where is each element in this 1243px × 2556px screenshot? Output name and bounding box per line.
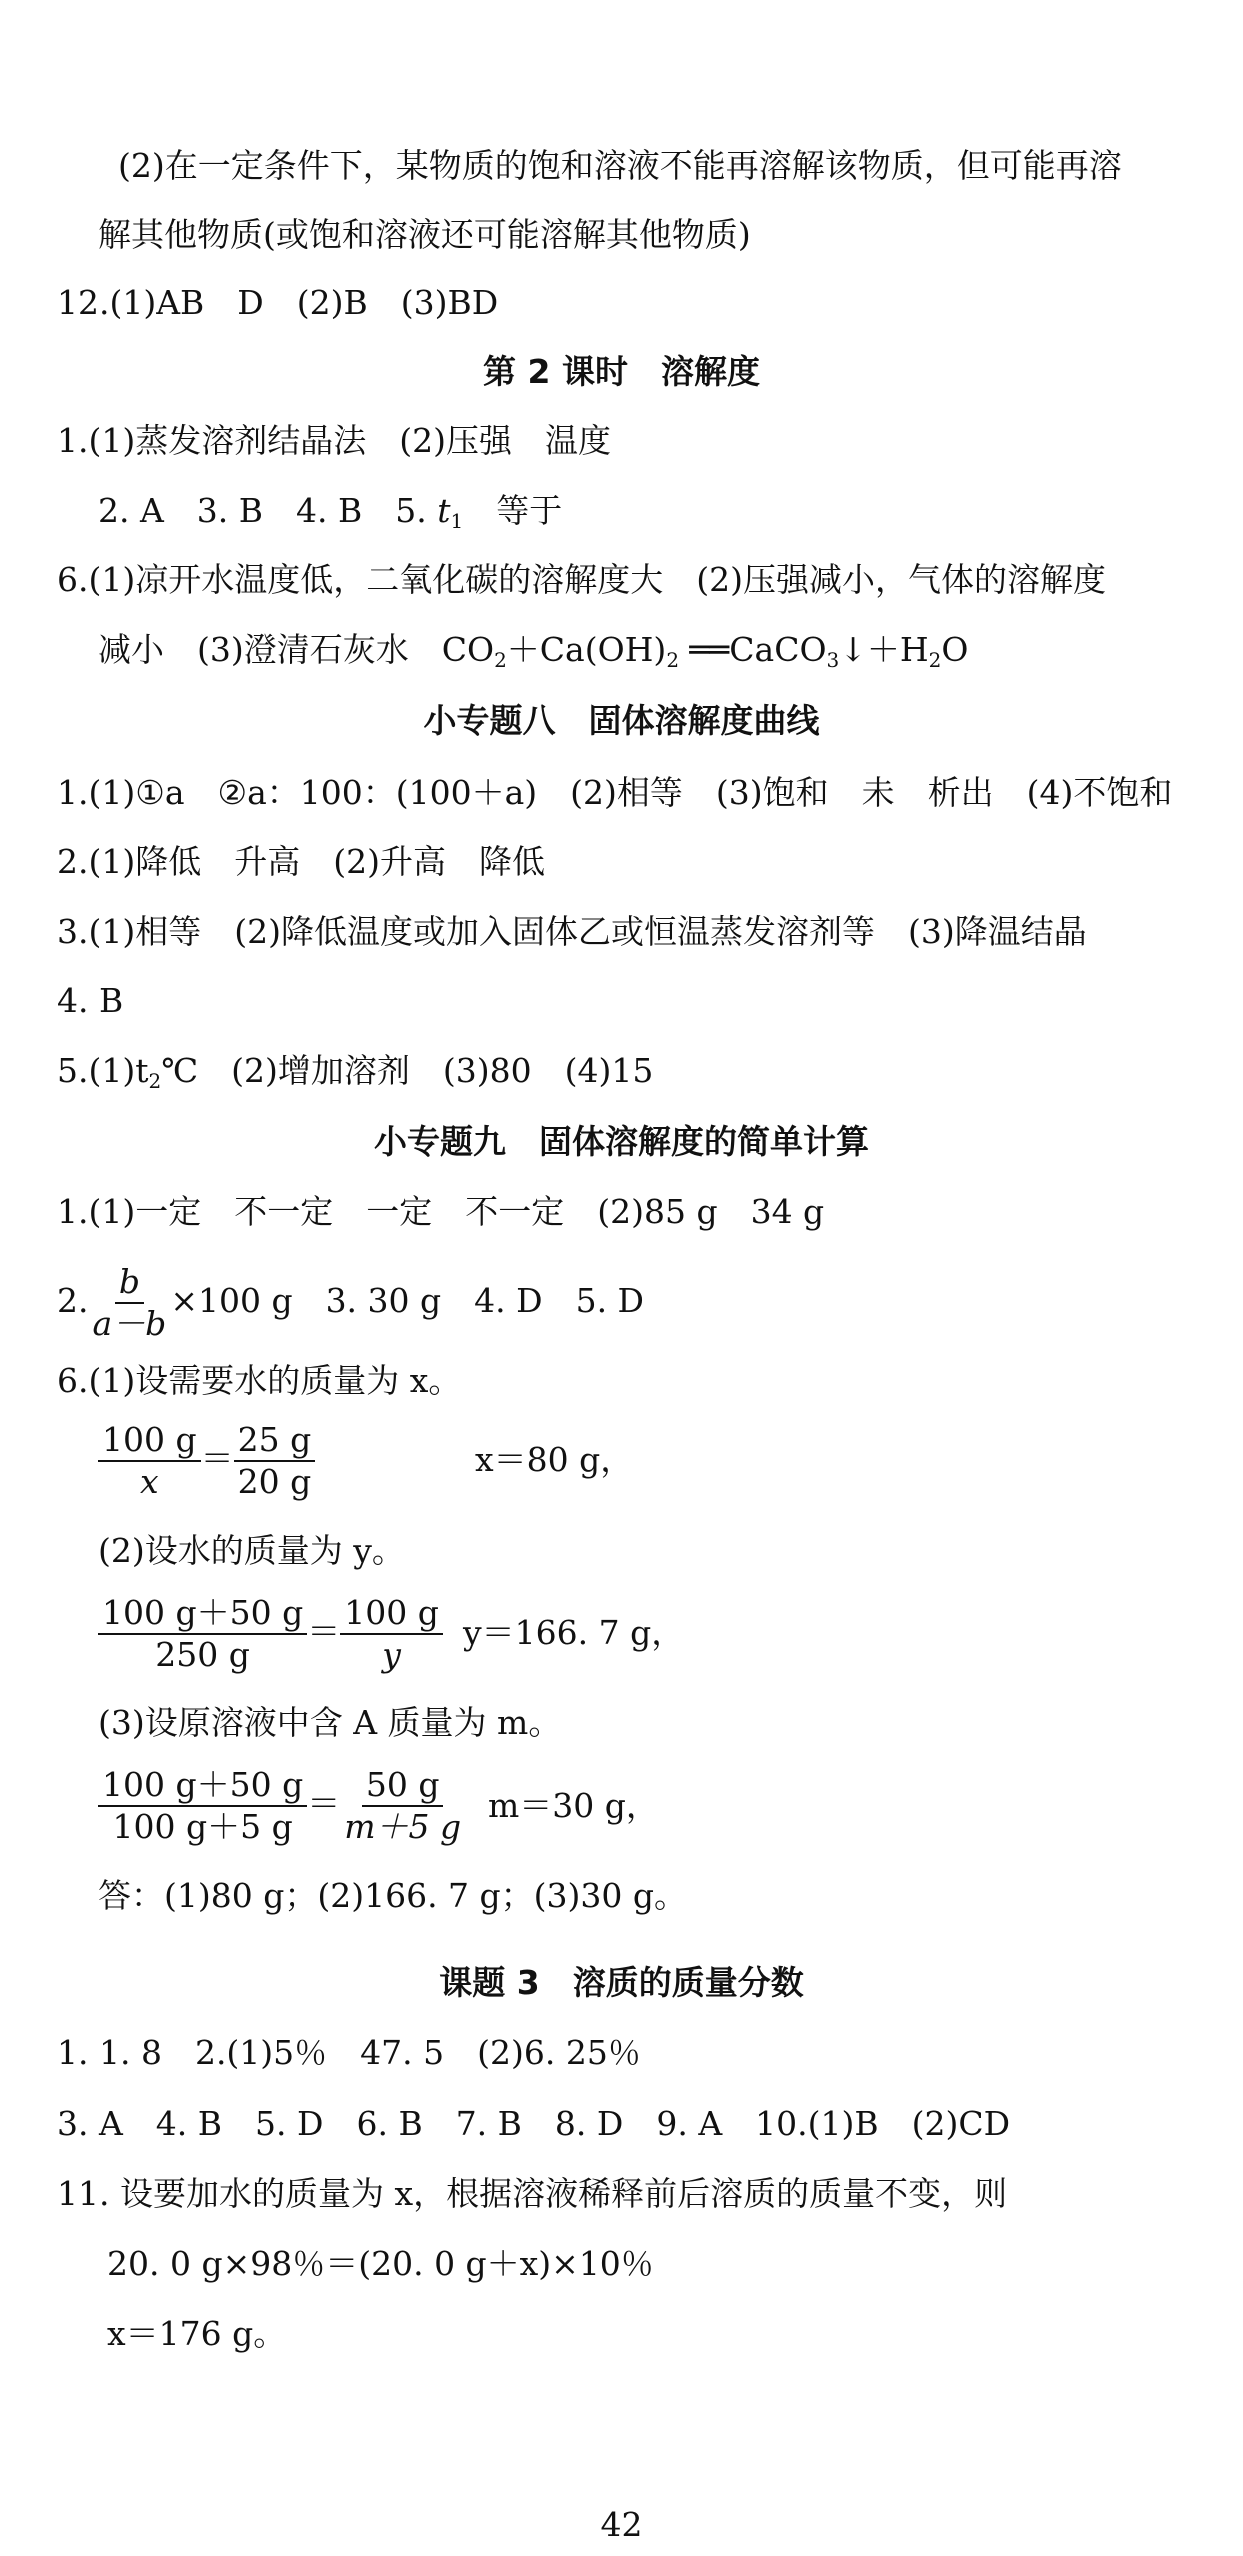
equation-result: x＝80 g， bbox=[475, 1440, 634, 1479]
text-line: (3)设原溶液中含 A 质量为 m。 bbox=[98, 1703, 562, 1742]
section-heading: 小专题九 固体溶解度的简单计算 bbox=[374, 1122, 869, 1161]
text-line: 12.(1)AB D (2)B (3)BD bbox=[57, 283, 499, 322]
text-line: 解其他物质(或饱和溶液还可能溶解其他物质) bbox=[98, 215, 751, 254]
fraction: $\frac{100 g+50 g}{100 g+5 g}$ bbox=[98, 1765, 307, 1847]
text-line: (2)在一定条件下，某物质的饱和溶液不能再溶解该物质，但可能再溶 bbox=[118, 146, 1122, 185]
equation-line: $\frac{100 g}{x}$ ＝ $\frac{25 g}{20 g}$ bbox=[98, 1420, 315, 1502]
text-line: 6.(1)设需要水的质量为 x。 bbox=[57, 1361, 462, 1400]
text-line: 6.(1)凉开水温度低，二氧化碳的溶解度大 (2)压强减小，气体的溶解度 bbox=[57, 560, 1106, 599]
text-line: 4. B bbox=[57, 981, 124, 1020]
section-heading: 课题 3 溶质的质量分数 bbox=[439, 1963, 804, 2002]
equation-result: m＝30 g， bbox=[488, 1786, 659, 1825]
section-heading: 小专题八 固体溶解度曲线 bbox=[423, 701, 820, 740]
text-line: 1.(1)①a ②a：100：(100＋a) (2)相等 (3)饱和 未 析出 (4)不饱和 bbox=[57, 773, 1173, 812]
equation-line: $\frac{100 g+50 g}{100 g+5 g}$ ＝ $\frac{50 g}{m+5 g}$ bbox=[98, 1765, 465, 1847]
text-line: (2)设水的质量为 y。 bbox=[98, 1531, 405, 1570]
text-line: 1. 1. 8 2.(1)5％ 47. 5 (2)6. 25％ bbox=[57, 2033, 641, 2072]
fraction: $\frac{25 g}{20 g}$ bbox=[234, 1420, 316, 1502]
text-line: $5.(1)t_2℃$ (2)增加溶剂 (3)80 (4)15 bbox=[57, 1051, 654, 1093]
fraction: $\frac{50 g}{m+5 g}$ bbox=[344, 1765, 462, 1846]
equation-result: y＝166. 7 g， bbox=[463, 1613, 685, 1652]
page-number: 42 bbox=[600, 2505, 643, 2544]
text-line: 11. 设要加水的质量为 x，根据溶液稀释前后溶质的质量不变，则 bbox=[57, 2174, 1008, 2213]
text-line: 3. A 4. B 5. D 6. B 7. B 8. D 9. A 10.(1)B (2)CD bbox=[57, 2104, 1011, 2143]
text-line: 1.(1)蒸发溶剂结晶法 (2)压强 温度 bbox=[57, 421, 611, 460]
fraction: $\frac{100 g}{y}$ bbox=[340, 1593, 443, 1675]
fraction-line: 2. $\frac{b}{a-b}$ ×100 g 3. 30 g 4. D 5. D bbox=[57, 1262, 645, 1343]
chemical-equation-line: 减小 (3)澄清石灰水 $CO_2+Ca(OH)_2$ $══CaCO_3↓+H_2O$ bbox=[98, 630, 969, 672]
text-line: 1.(1)一定 不一定 一定 不一定 (2)85 g 34 g bbox=[57, 1192, 825, 1231]
text-line: 2.(1)降低 升高 (2)升高 降低 bbox=[57, 842, 545, 881]
text-line: 答：(1)80 g；(2)166. 7 g；(3)30 g。 bbox=[98, 1876, 688, 1915]
text-line: 20. 0 g×98％＝(20. 0 g＋x)×10％ bbox=[107, 2244, 654, 2283]
fraction: $\frac{b}{a-b}$ bbox=[92, 1262, 167, 1343]
text-line: 3.(1)相等 (2)降低温度或加入固体乙或恒温蒸发溶剂等 (3)降温结晶 bbox=[57, 912, 1087, 951]
equation-line: $\frac{100 g+50 g}{250 g}$ ＝ $\frac{100 g}{y}$ bbox=[98, 1593, 443, 1675]
text-line: 2. A 3. B 4. B 5. $t_1$ 等于 bbox=[98, 491, 563, 533]
text-line: x＝176 g。 bbox=[107, 2314, 287, 2353]
fraction: $\frac{100 g+50 g}{250 g}$ bbox=[98, 1593, 307, 1675]
fraction: $\frac{100 g}{x}$ bbox=[98, 1420, 201, 1502]
section-heading: 第 2 课时 溶解度 bbox=[483, 352, 760, 391]
